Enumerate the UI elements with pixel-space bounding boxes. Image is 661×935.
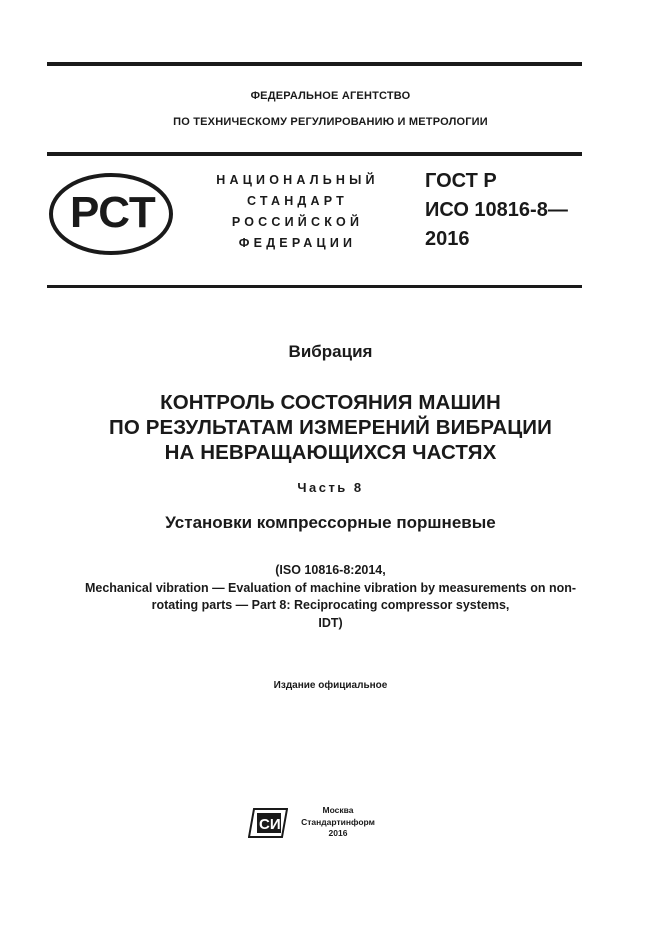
header-top-rule — [47, 152, 582, 156]
designation-line: 2016 — [425, 228, 470, 250]
header-bottom-rule — [47, 285, 582, 288]
document-title — [0, 390, 661, 465]
agency-line-1: ФЕДЕРАЛЬНОЕ АГЕНТСТВО — [250, 90, 411, 102]
national-standard-line: РОССИЙСКОЙ — [231, 215, 364, 229]
standartinform-logo-icon — [248, 808, 288, 838]
designation-line: ИСО 10816-8— — [425, 199, 568, 221]
publisher-year: 2016 — [328, 828, 348, 838]
publisher-logo-letters: СИ — [259, 816, 281, 833]
title-line: НА НЕВРАЩАЮЩИХСЯ ЧАСТЯХ — [164, 441, 497, 464]
iso-line: IDT) — [318, 615, 343, 630]
iso-reference — [0, 562, 661, 632]
national-standard-line: НАЦИОНАЛЬНЫЙ — [216, 173, 379, 187]
iso-line: Mechanical vibration — Evaluation of machine vibration by measurements on non- — [84, 580, 577, 595]
category-heading: Вибрация — [288, 342, 373, 361]
national-standard-line: ФЕДЕРАЦИИ — [238, 236, 357, 250]
iso-line: rotating parts — Part 8: Reciprocating compressor systems, — [151, 598, 510, 612]
title-line: КОНТРОЛЬ СОСТОЯНИЯ МАШИН — [160, 391, 501, 414]
document-subtitle: Установки компрессорные поршневые — [165, 513, 496, 532]
publisher-city: Москва — [322, 805, 354, 815]
designation-line: ГОСТ Р — [425, 170, 497, 192]
svg-text:СИ — [259, 816, 281, 833]
gost-logo-letter-r: РСТ — [70, 188, 156, 237]
gost-r-logo-icon — [48, 172, 174, 256]
iso-line: (ISO 10816-8:2014, — [275, 563, 386, 577]
part-label: Часть 8 — [297, 480, 364, 495]
title-line: ПО РЕЗУЛЬТАТАМ ИЗМЕРЕНИЙ ВИБРАЦИИ — [109, 416, 552, 439]
agency-line-2: ПО ТЕХНИЧЕСКОМУ РЕГУЛИРОВАНИЮ И МЕТРОЛОГИИ — [173, 116, 488, 128]
publisher-info — [293, 805, 383, 840]
standard-designation — [425, 167, 568, 254]
top-rule — [47, 62, 582, 66]
national-standard-label — [200, 170, 395, 254]
svg-text:РСТ — [70, 188, 156, 237]
edition-note: Издание официальное — [273, 680, 388, 691]
publisher-name: Стандартинформ — [301, 816, 375, 827]
national-standard-line: СТАНДАРТ — [247, 194, 348, 208]
